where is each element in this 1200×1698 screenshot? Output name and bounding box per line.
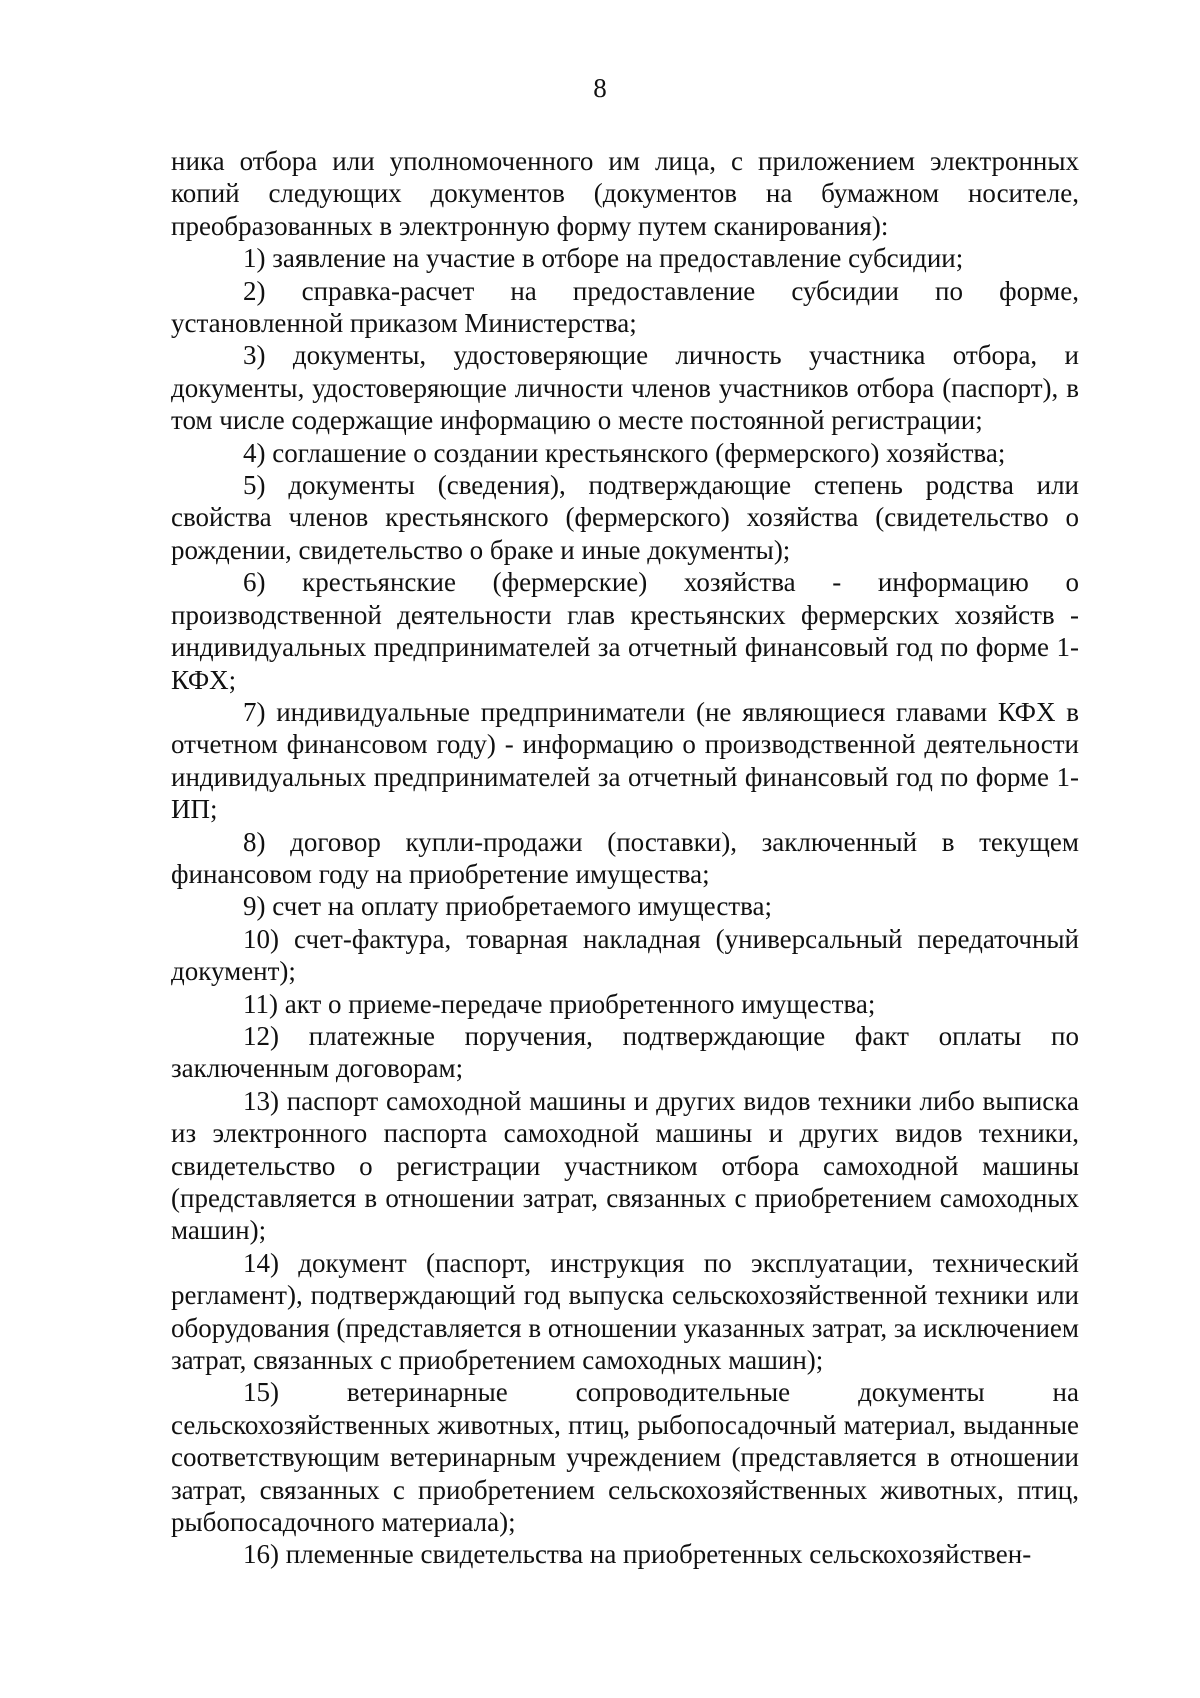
list-item: 5) документы (сведения), подтверждающие степень родства или свойства членов крестьянского (фермерского) хозяйства (свидетельство о рождении, свидетельство о браке и иные документы);	[171, 470, 1079, 565]
page-number: 8	[593, 73, 607, 103]
list-item: 8) договор купли-продажи (поставки), заключенный в текущем финансовом году на приобретение имущества;	[171, 826, 1079, 889]
list-item: 2) справка-расчет на предоставление субсидии по форме, установленной приказом Министерства;	[171, 275, 1079, 339]
list-item: 11) акт о приеме-передаче приобретенного имущества;	[243, 988, 876, 1019]
list-item: 13) паспорт самоходной машины и других видов техники либо выписка из электронного паспорта самоходной машины и других видов техники, свидетельство о регистрации участником отбора самоходной машины (представляется в отношении затрат, связанных с приобретением самоходных машин);	[171, 1085, 1079, 1246]
list-item: 16) племенные свидетельства на приобретенных сельскохозяйствен-	[243, 1539, 1032, 1570]
lead-paragraph: ника отбора или уполномоченного им лица, с приложением электронных копий следующих документов (документов на бумажном носителе, преобразованных в электронную форму путем сканирования):	[171, 146, 1079, 241]
list-item: 4) соглашение о создании крестьянского (фермерского) хозяйства;	[243, 437, 1006, 468]
list-item: 10) счет-фактура, товарная накладная (универсальный передаточный документ);	[171, 923, 1079, 987]
list-item: 6) крестьянские (фермерские) хозяйства - информацию о производственной деятельности глав крестьянских фермерских хозяйств - индивидуальных предпринимателей за отчетный финансовый год по форме 1-КФХ;	[171, 567, 1079, 695]
list-item: 15) ветеринарные сопроводительные документы на сельскохозяйственных животных, птиц, рыбопосадочный материал, выданные соответствующим ветеринарным учреждением (представляется в отношении затрат, связанных с приобретением сельскохозяйственных животных, птиц, рыбопосадочного материала);	[171, 1377, 1079, 1538]
list-item: 9) счет на оплату приобретаемого имущества;	[243, 891, 772, 922]
list-item: 1) заявление на участие в отборе на предоставление субсидии;	[243, 243, 964, 274]
list-item: 7) индивидуальные предприниматели (не являющиеся главами КФХ в отчетном финансовом году) - информацию о производственной деятельности индивидуальных предпринимателей за отчетный финансовый год по форме 1-ИП;	[171, 696, 1079, 825]
list-item: 12) платежные поручения, подтверждающие факт оплаты по заключенным договорам;	[171, 1020, 1079, 1084]
list-item: 3) документы, удостоверяющие личность участника отбора, и документы, удостоверяющие личности членов участников отбора (паспорт), в том числе содержащие информацию о месте постоянной регистрации;	[171, 340, 1079, 436]
document-body	[171, 145, 1079, 1571]
list-item: 14) документ (паспорт, инструкция по эксплуатации, технический регламент), подтверждающий год выпуска сельскохозяйственной техники или оборудования (представляется в отношении указанных затрат, за исключением затрат, связанных с приобретением самоходных машин);	[171, 1247, 1079, 1376]
